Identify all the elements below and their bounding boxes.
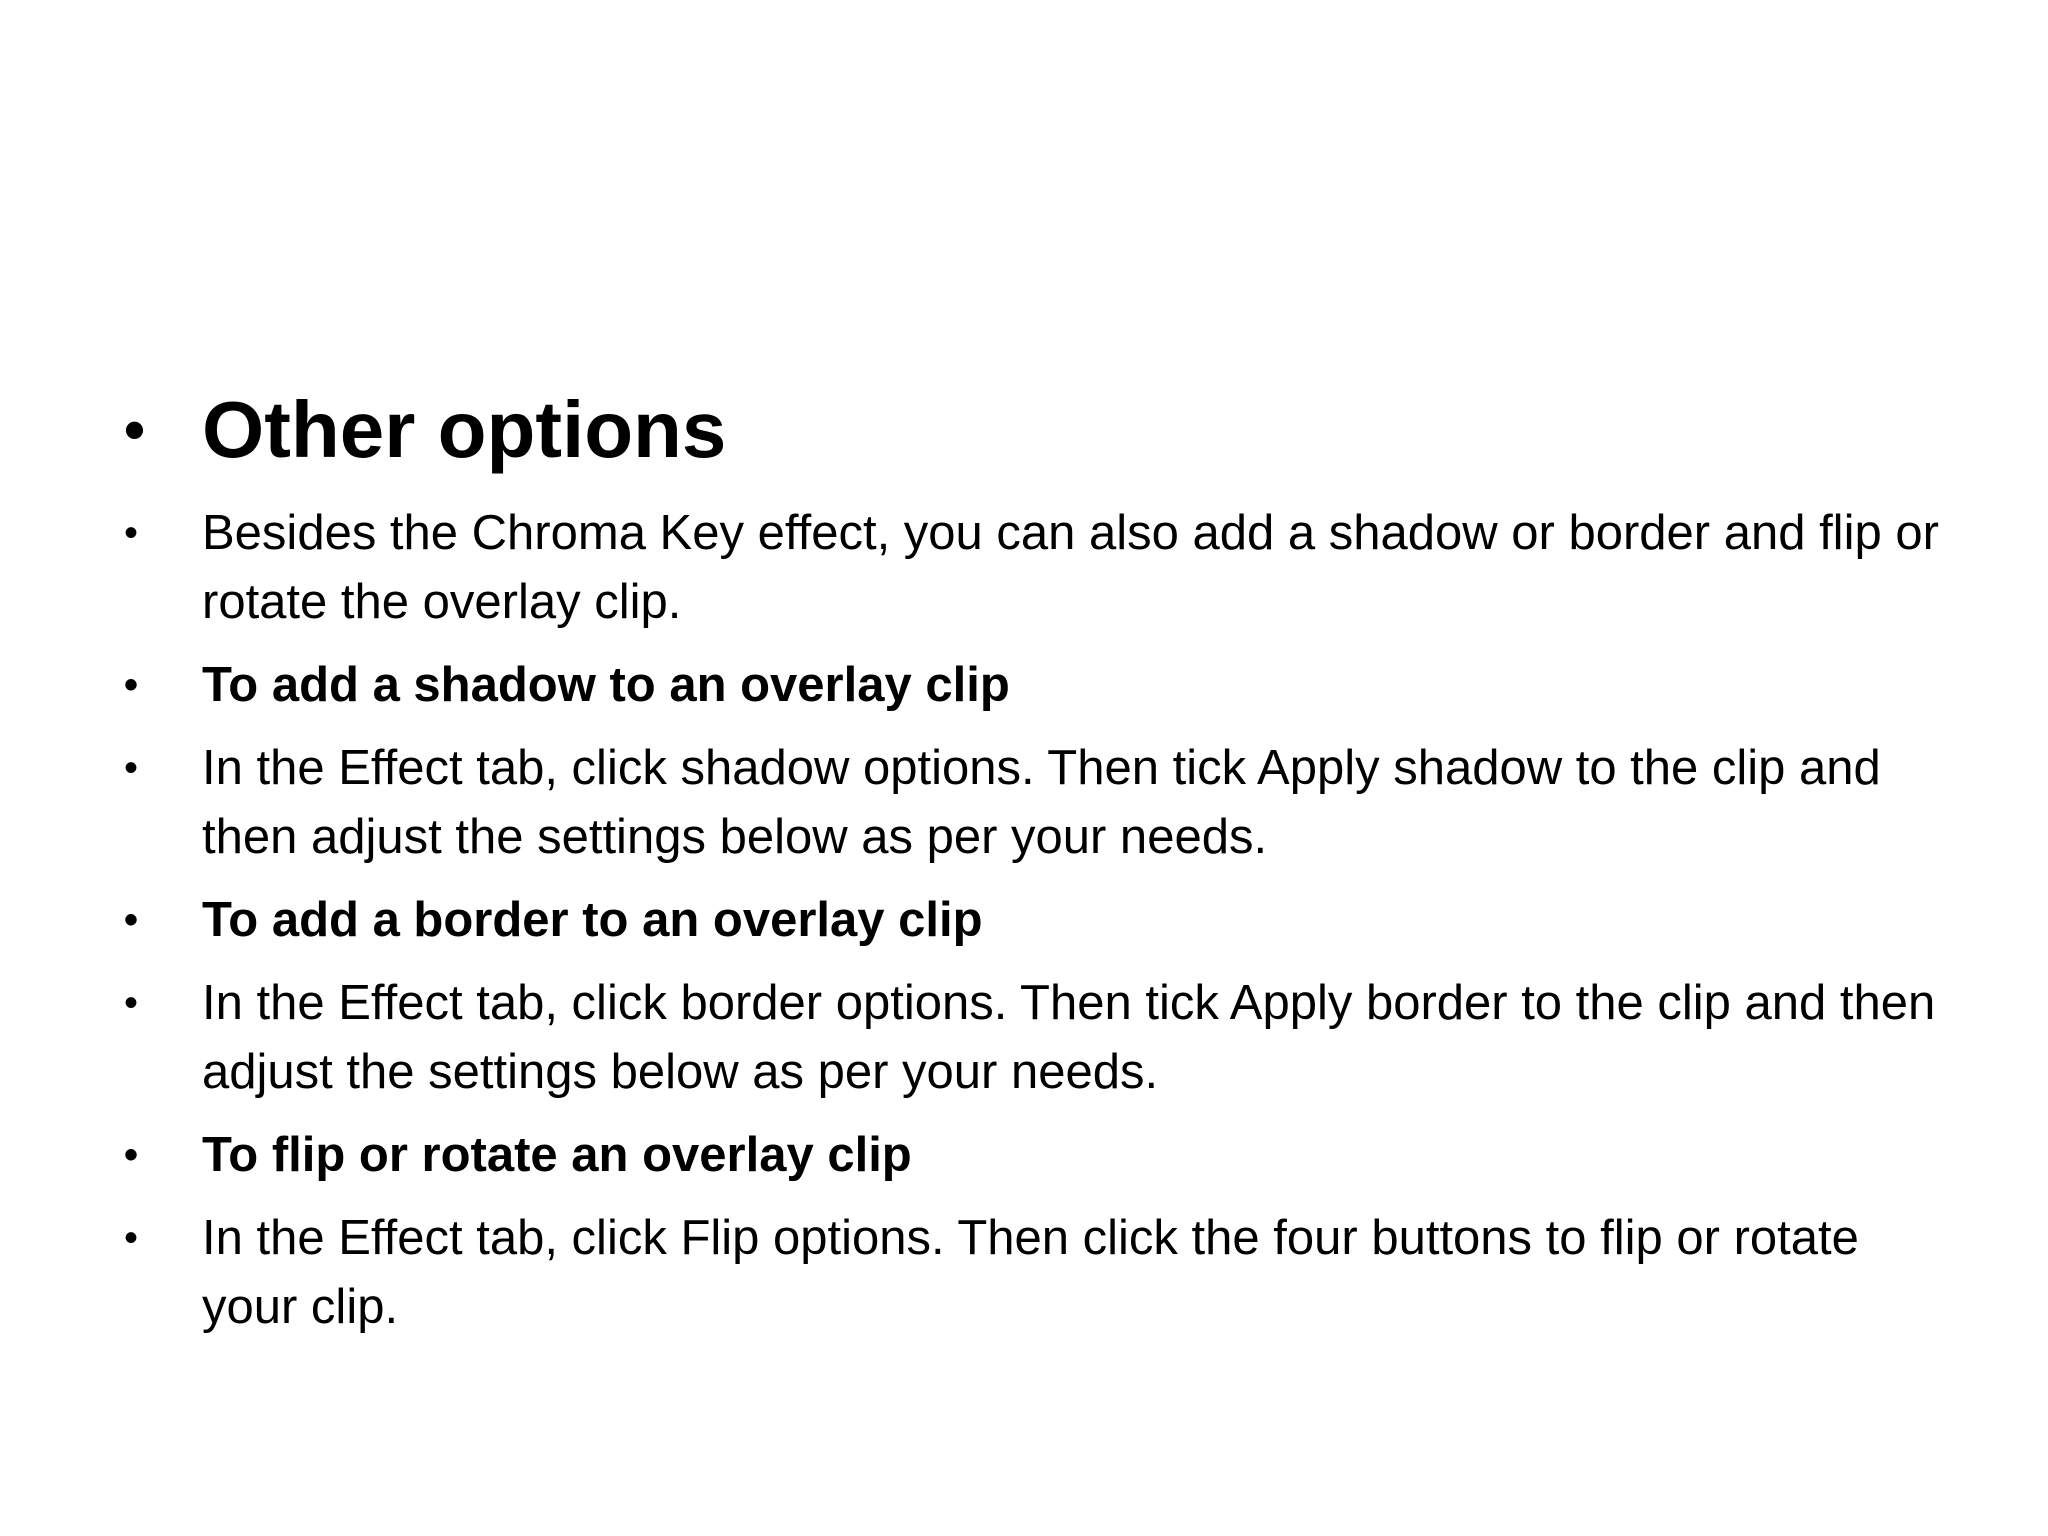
bullet-icon: • bbox=[124, 663, 139, 707]
subheading-text: To add a border to an overlay clip bbox=[202, 893, 983, 947]
bullet-icon: • bbox=[124, 511, 139, 555]
bullet-icon: • bbox=[124, 1133, 139, 1177]
slide-title bbox=[120, 375, 1960, 485]
subheading-text: To flip or rotate an overlay clip bbox=[202, 1128, 912, 1182]
list-item-flip-steps bbox=[120, 1204, 1960, 1342]
subheading-shadow bbox=[120, 651, 1960, 720]
slide-content bbox=[120, 375, 1960, 1342]
list-item-text: Besides the Chroma Key effect, you can also add a shadow or border and flip or rotate the overlay clip. bbox=[202, 506, 1939, 629]
list-item-border-steps bbox=[120, 969, 1960, 1107]
slide-title-text: Other options bbox=[202, 385, 727, 474]
subheading-text: To add a shadow to an overlay clip bbox=[202, 658, 1010, 712]
bullet-icon: • bbox=[124, 898, 139, 942]
bullet-icon: • bbox=[124, 746, 139, 790]
list-item-text: In the Effect tab, click shadow options. Then tick Apply shadow to the clip and then adjust the settings below as per your needs. bbox=[202, 741, 1881, 864]
bullet-icon: • bbox=[124, 396, 146, 463]
bullet-icon: • bbox=[124, 1216, 139, 1260]
bullet-icon: • bbox=[124, 981, 139, 1025]
list-item-text: In the Effect tab, click Flip options. Then click the four buttons to flip or rotate your clip. bbox=[202, 1211, 1859, 1334]
list-item-intro bbox=[120, 499, 1960, 637]
list-item-text: In the Effect tab, click border options. Then tick Apply border to the clip and then adjust the settings below as per your needs. bbox=[202, 976, 1936, 1099]
list-item-shadow-steps bbox=[120, 734, 1960, 872]
subheading-border bbox=[120, 886, 1960, 955]
subheading-flip bbox=[120, 1121, 1960, 1190]
